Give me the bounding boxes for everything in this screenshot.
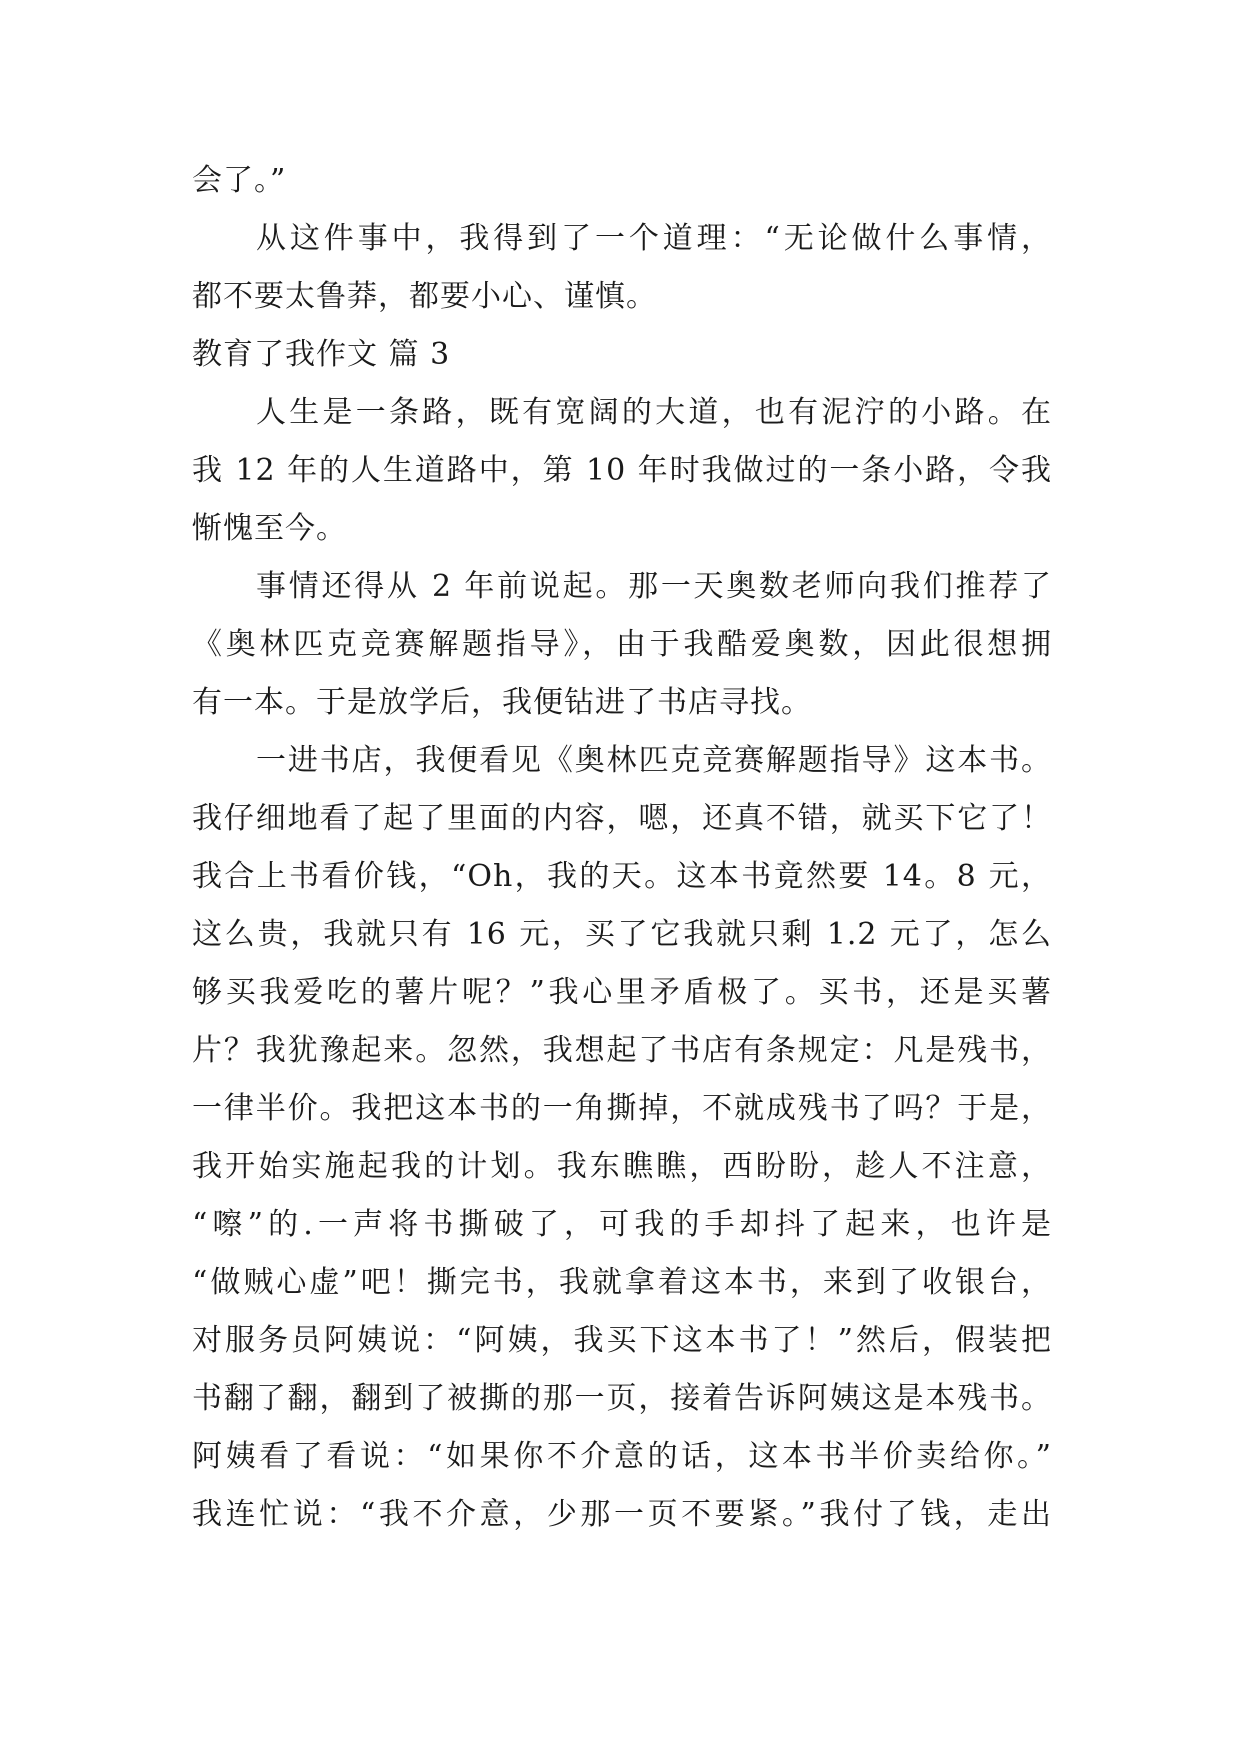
text-line: 有一本。于是放学后，我便钻进了书店寻找。: [192, 685, 812, 720]
text-line: 书翻了翻，翻到了被撕的那一页，接着告诉阿姨这是本残书。: [192, 1381, 1052, 1416]
text-line: 事情还得从 2 年前说起。那一天奥数老师向我们推荐了: [256, 569, 1052, 604]
text-line: 我开始实施起我的计划。我东瞧瞧，西盼盼，趁人不注意，: [192, 1149, 1052, 1184]
text-line: 够买我爱吃的薯片呢？”我心里矛盾极了。买书，还是买薯: [192, 975, 1052, 1010]
text-line: 一律半价。我把这本书的一角撕掉，不就成残书了吗？于是，: [192, 1091, 1052, 1126]
text-line: 对服务员阿姨说：“阿姨，我买下这本书了！”然后，假装把: [192, 1323, 1052, 1358]
text-line: 从这件事中，我得到了一个道理：“无论做什么事情，: [256, 221, 1052, 256]
text-line: “嚓”的.一声将书撕破了，可我的手却抖了起来，也许是: [192, 1207, 1052, 1242]
text-line: 会了。”: [192, 163, 287, 198]
text-line: 惭愧至今。: [192, 511, 347, 546]
text-line: 这么贵，我就只有 16 元，买了它我就只剩 1.2 元了，怎么: [192, 917, 1052, 952]
text-line: 一进书店，我便看见《奥林匹克竞赛解题指导》这本书。: [256, 743, 1052, 778]
section-heading: 教育了我作文 篇 3: [192, 337, 451, 372]
text-line: 我合上书看价钱，“Oh，我的天。这本书竟然要 14。8 元，: [192, 859, 1052, 894]
text-line: 我 12 年的人生道路中，第 10 年时我做过的一条小路，令我: [192, 453, 1052, 488]
text-line: 片？我犹豫起来。忽然，我想起了书店有条规定：凡是残书，: [192, 1033, 1052, 1068]
text-line: 我仔细地看了起了里面的内容，嗯，还真不错，就买下它了！: [192, 801, 1052, 836]
text-line: “做贼心虚”吧！撕完书，我就拿着这本书，来到了收银台，: [192, 1265, 1052, 1300]
text-line: 阿姨看了看说：“如果你不介意的话，这本书半价卖给你。”: [192, 1439, 1052, 1474]
text-line: 都不要太鲁莽，都要小心、谨慎。: [192, 279, 657, 314]
essay-body: [192, 152, 1052, 1544]
text-line: 人生是一条路，既有宽阔的大道，也有泥泞的小路。在: [256, 395, 1052, 430]
text-line: 《奥林匹克竞赛解题指导》，由于我酷爱奥数，因此很想拥: [192, 627, 1052, 662]
text-line: 我连忙说：“我不介意，少那一页不要紧。”我付了钱，走出: [192, 1497, 1052, 1532]
